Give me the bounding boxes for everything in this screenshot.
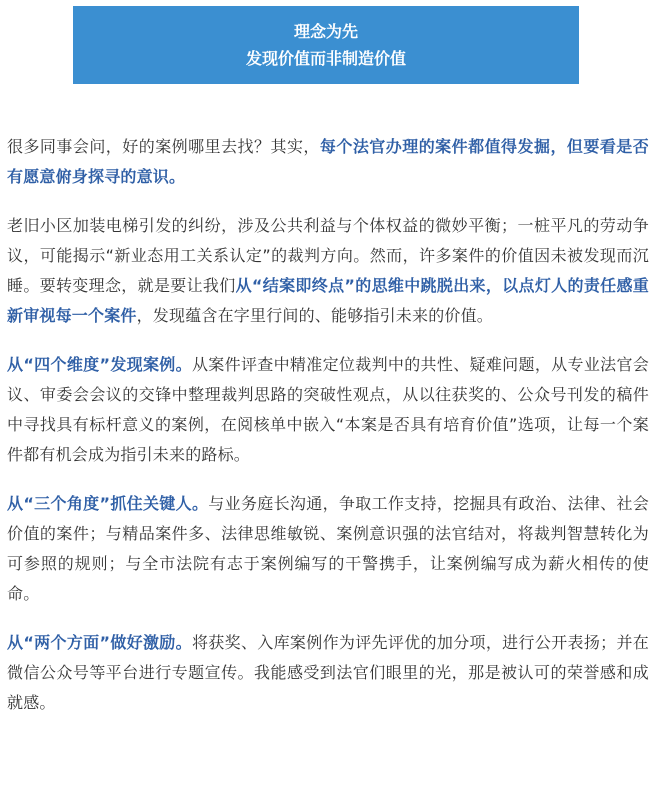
paragraph-text: 老旧小区加装电梯引发的纠纷，涉及公共利益与个体权益的微妙平衡；一桩平凡的劳动争议，可能揭示“新业态用工关系认定”的裁判方向。然而，许多案件的价值因未被发现而沉睡。要转变理念，就是要让我们 bbox=[7, 216, 649, 295]
paragraph-heading: 从“两个方面”做好激励。 bbox=[7, 633, 192, 652]
paragraph-text: ，发现蕴含在字里行间的、能够指引未来的价值。 bbox=[136, 306, 494, 325]
paragraph-2 bbox=[7, 211, 649, 331]
section-title-line-2: 发现价值而非制造价值 bbox=[245, 49, 406, 68]
paragraph-heading: 从“四个维度”发现案例。 bbox=[7, 355, 192, 374]
article-body bbox=[7, 132, 649, 737]
paragraph-text: 从案件评查中精准定位裁判中的共性、疑难问题，从专业法官会议、审委会会议的交锋中整理裁判思路的突破性观点，从以往获奖的、公众号刊发的稿件中寻找具有标杆意义的案例，在阅核单中嵌入“本案是否具有培育价值”选项，让每一个案件都有机会成为指引未来的路标。 bbox=[7, 355, 649, 464]
paragraph-text: 将获奖、入库案例作为评先评优的加分项，进行公开表扬；并在微信公众号等平台进行专题宣传。我能感受到法官们眼里的光，那是被认可的荣誉感和成就感。 bbox=[7, 633, 649, 712]
paragraph-highlight: 从“结案即终点”的思维中跳脱出来，以点灯人的责任感重新审视每一个案件 bbox=[7, 276, 650, 325]
paragraph-text: 很多同事会问，好的案例哪里去找？其实， bbox=[7, 137, 320, 156]
paragraph-highlight: 每个法官办理的案件都值得发掘，但要看是否有愿意俯身探寻的意识。 bbox=[7, 137, 649, 186]
paragraph-1 bbox=[7, 132, 649, 192]
section-title-line-1: 理念为先 bbox=[293, 22, 358, 41]
paragraph-heading: 从“三个角度”抓住关键人。 bbox=[7, 494, 209, 513]
paragraph-4 bbox=[7, 489, 649, 609]
paragraph-3 bbox=[7, 350, 649, 470]
section-title-banner bbox=[73, 6, 579, 84]
paragraph-5 bbox=[7, 628, 649, 718]
paragraph-text: 与业务庭长沟通，争取工作支持，挖掘具有政治、法律、社会价值的案件；与精品案件多、法律思维敏锐、案例意识强的法官结对，将裁判智慧转化为可参照的规则；与全市法院有志于案例编写的干警携手，让案例编写成为薪火相传的使命。 bbox=[7, 494, 649, 603]
